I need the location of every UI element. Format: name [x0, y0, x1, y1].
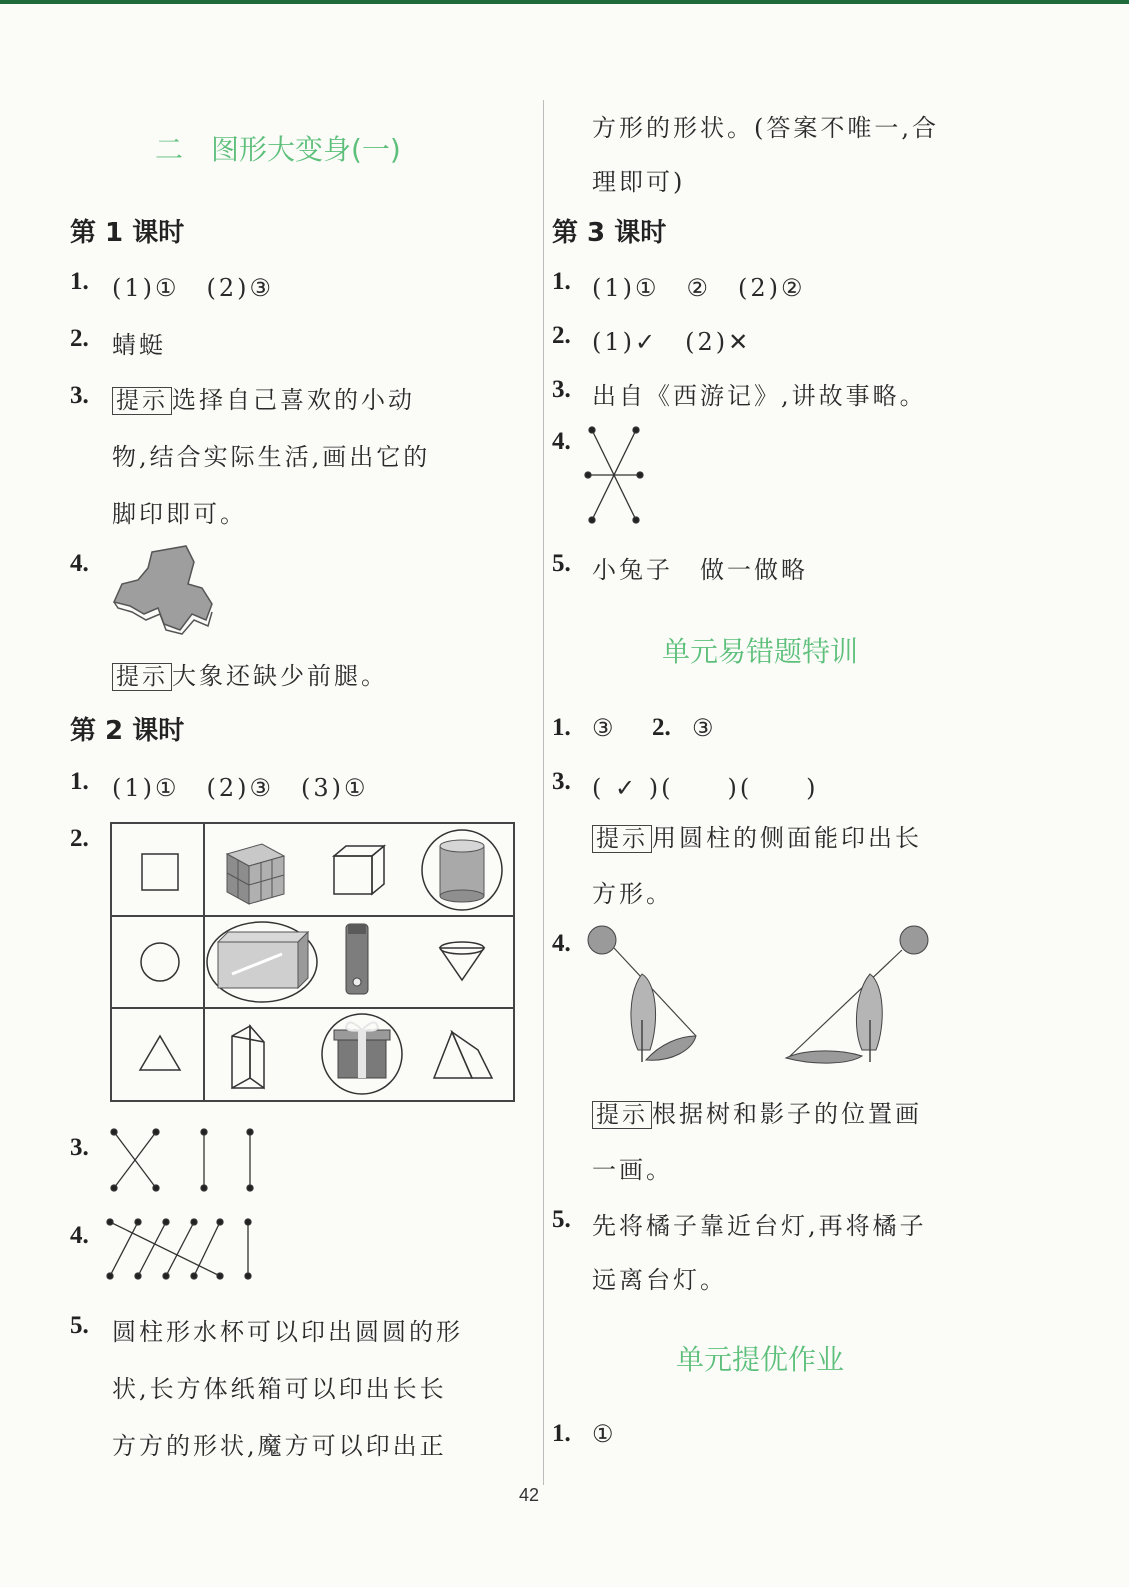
err-q3-number: 3.: [552, 768, 571, 795]
square-icon: [142, 854, 178, 890]
lesson1-title: 第 1 课时: [70, 218, 185, 248]
improve-section-title: 单元提优作业: [676, 1343, 845, 1376]
l2-q1-answer: (1)① (2)③ (3)①: [112, 774, 369, 802]
l2-q5-line3: 方方的形状,魔方可以印出正: [112, 1432, 447, 1460]
column-divider: [543, 100, 544, 1485]
err-q4-number: 4.: [552, 930, 571, 957]
l2-q5-line2: 状,长方体纸箱可以印出长长: [112, 1375, 447, 1403]
section-title: 二 图形大变身(一): [155, 133, 401, 166]
imp-q1-answer: ①: [592, 1420, 617, 1448]
l1-q3-line2: 物,结合实际生活,画出它的: [112, 443, 431, 471]
lesson2-title: 第 2 课时: [70, 716, 185, 746]
q4-dot-lines-figure: [106, 1214, 266, 1284]
l1-q3-line3: 脚印即可。: [112, 500, 247, 528]
err-q5-number: 5.: [552, 1206, 571, 1233]
err-q5-line2: 远离台灯。: [592, 1266, 727, 1294]
err-q1-number: 1.: [552, 714, 571, 741]
err-q3-hint-line1: 提示 用圆柱的侧面能印出长: [592, 818, 922, 853]
rubiks-cube-icon: [227, 844, 284, 904]
err-q3-answer: ( ✓ )( )( ): [592, 774, 819, 802]
triangle-icon: [140, 1036, 180, 1070]
top-edge-bar: [0, 0, 1129, 4]
l2-q1-number: 1.: [70, 768, 89, 795]
l1-q4-number: 4.: [70, 550, 89, 577]
l1-q2-number: 2.: [70, 325, 89, 352]
l2-q3-number: 3.: [70, 1134, 89, 1161]
l1-q2-answer: 蜻蜓: [112, 331, 166, 359]
err-q2-answer: ③: [692, 714, 717, 742]
box-icon: [207, 922, 317, 1002]
err-q2-number: 2.: [652, 714, 671, 741]
err-q3-hint-line2: 方形。: [592, 880, 673, 908]
l3-q2-answer: (1)✓ (2)✕: [592, 328, 752, 356]
circle-icon: [141, 943, 179, 981]
l2-q5-line1: 圆柱形水杯可以印出圆圆的形: [112, 1318, 463, 1346]
cylinder-jar-icon: [422, 830, 502, 910]
l3-q5-answer: 小兔子 做一做略: [592, 556, 808, 584]
hint-label: 提示: [112, 663, 172, 691]
l1-q3-line1: 提示 选择自己喜欢的小动: [112, 380, 415, 415]
l3-q3-number: 3.: [552, 376, 571, 403]
l3-q5-number: 5.: [552, 550, 571, 577]
tree-shadow-figure: [580, 920, 940, 1070]
err-q4-hint-line1: 提示 根据树和影子的位置画: [592, 1094, 922, 1129]
l1-q3-number: 3.: [70, 382, 89, 409]
l3-q2-number: 2.: [552, 322, 571, 349]
l2-q5-number: 5.: [70, 1312, 89, 1339]
cont-line1: 方形的形状。(答案不唯一,合: [592, 114, 939, 142]
error-section-title: 单元易错题特训: [662, 635, 859, 668]
l3-q3-answer: 出自《西游记》,讲故事略。: [592, 382, 927, 410]
imp-q1-number: 1.: [552, 1420, 571, 1447]
q3-dot-lines-figure: [106, 1126, 266, 1196]
thermos-bottle-icon: [346, 924, 368, 994]
l3-q1-number: 1.: [552, 268, 571, 295]
page-number: 42: [519, 1485, 540, 1505]
gift-box-icon: [322, 1014, 402, 1094]
err-q4-hint-line2: 一画。: [592, 1156, 673, 1184]
hint-label: 提示: [592, 825, 652, 853]
hint-label: 提示: [112, 387, 172, 415]
cube-icon: [334, 846, 384, 894]
l2-q2-number: 2.: [70, 825, 89, 852]
l1-q4-hint-line: 提示 大象还缺少前腿。: [112, 656, 388, 691]
err-q5-line1: 先将橘子靠近台灯,再将橘子: [592, 1212, 927, 1240]
l2-q4-number: 4.: [70, 1222, 89, 1249]
l3-q4-star-lines-figure: [584, 424, 648, 528]
triangular-prism-icon: [232, 1026, 264, 1088]
table-grid: [112, 824, 513, 1100]
puzzle-piece-figure: [108, 542, 228, 634]
l3-q1-answer: (1)① ② (2)②: [592, 274, 806, 302]
err-q1-answer: ③: [592, 714, 617, 742]
cone-icon: [440, 942, 484, 980]
l1-q1-number: 1.: [70, 268, 89, 295]
hint-label: 提示: [592, 1101, 652, 1129]
cont-line2: 理即可): [592, 168, 686, 196]
shape-matching-table: [110, 822, 515, 1102]
l3-q4-number: 4.: [552, 428, 571, 455]
triangular-block-icon: [434, 1032, 492, 1078]
lesson3-title: 第 3 课时: [552, 218, 667, 248]
l1-q1-answer: (1)① (2)③: [112, 274, 275, 302]
